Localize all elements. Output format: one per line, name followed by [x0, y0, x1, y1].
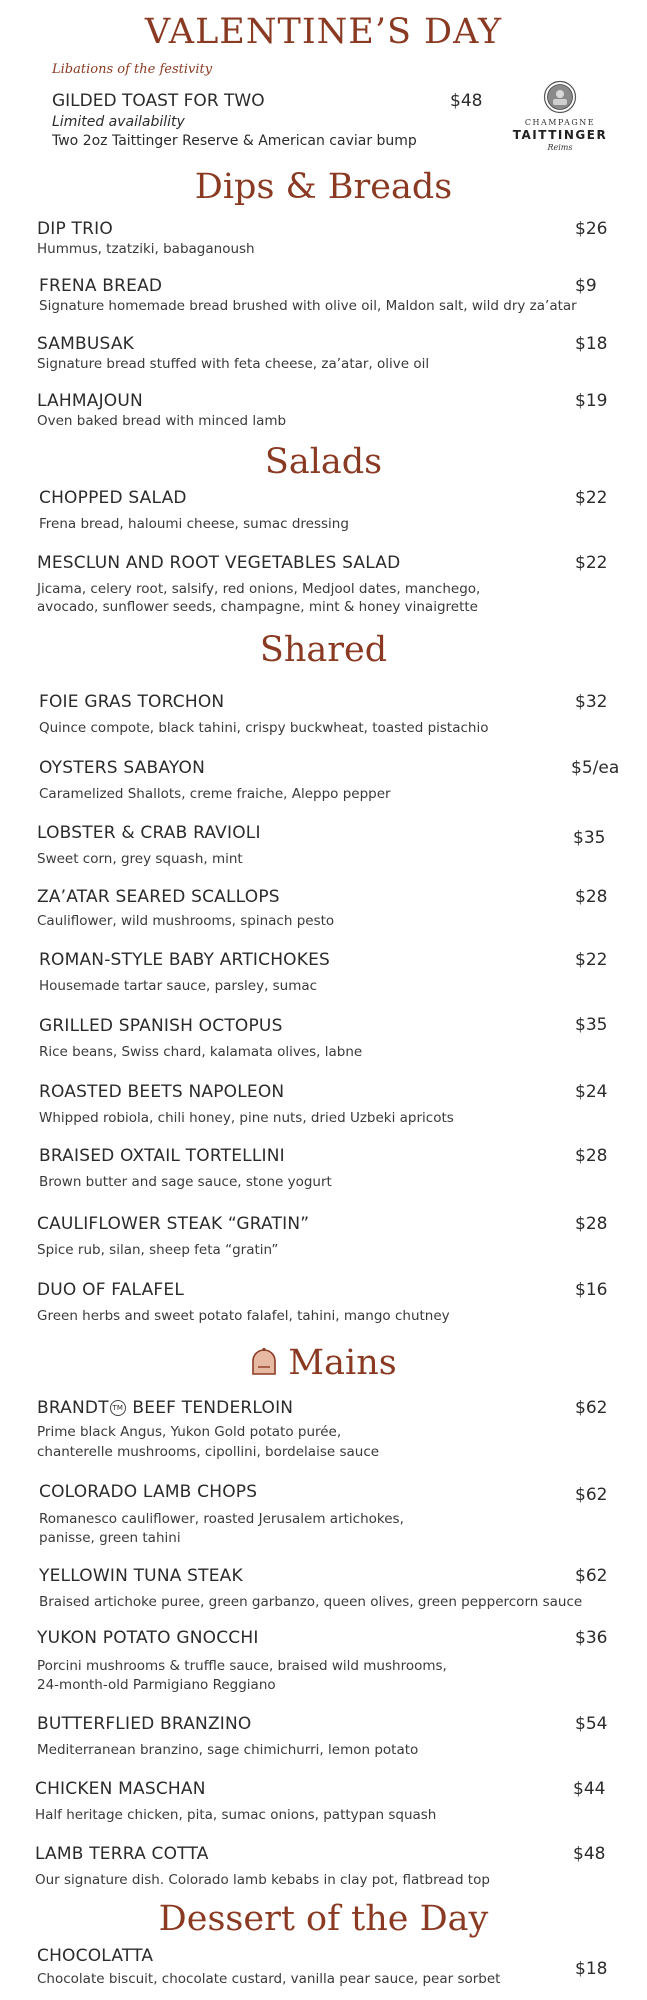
item-price: $19: [575, 391, 608, 411]
item-name: BRAISED OXTAIL TORTELLINI: [39, 1146, 285, 1166]
taittinger-seal-icon: [543, 80, 577, 114]
item-name: DUO OF FALAFEL: [37, 1280, 185, 1300]
item-name-part2: BEEF TENDERLOIN: [126, 1398, 294, 1418]
item-name: CHOCOLATTA: [37, 1946, 154, 1966]
item-description: Quince compote, black tahini, crispy buckwheat, toasted pistachio: [39, 720, 489, 736]
item-price: $22: [575, 950, 608, 970]
item-price: $22: [575, 488, 608, 508]
item-price: $9: [575, 276, 597, 296]
item-description: Signature homemade bread brushed with olive oil, Maldon salt, wild dry za’atar: [39, 298, 577, 314]
item-description: Caramelized Shallots, creme fraiche, Aleppo pepper: [39, 786, 391, 802]
item-name: BUTTERFLIED BRANZINO: [37, 1714, 252, 1734]
item-description: Porcini mushrooms & truffle sauce, braised wild mushrooms,: [37, 1658, 447, 1674]
item-name: YUKON POTATO GNOCCHI: [37, 1628, 259, 1648]
item-price: $36: [575, 1628, 608, 1648]
item-price: $24: [575, 1082, 608, 1102]
item-price: $35: [573, 828, 606, 848]
item-name: LAMB TERRA COTTA: [35, 1844, 209, 1864]
item-price: $62: [575, 1566, 608, 1586]
item-description: Mediterranean branzino, sage chimichurri, lemon potato: [37, 1742, 419, 1758]
item-description: Sweet corn, grey squash, mint: [37, 851, 243, 867]
item-description-line2: panisse, green tahini: [39, 1530, 181, 1546]
item-price: $22: [575, 553, 608, 573]
item-description: Spice rub, silan, sheep feta “gratin”: [37, 1242, 279, 1258]
taittinger-logo: [500, 80, 620, 152]
item-name: ZA’ATAR SEARED SCALLOPS: [37, 887, 280, 907]
item-name: CAULIFLOWER STEAK “GRATIN”: [37, 1214, 310, 1234]
section-heading-mains: [0, 1341, 647, 1385]
item-description: Braised artichoke puree, green garbanzo, queen olives, green peppercorn sauce: [39, 1594, 583, 1610]
item-price: $18: [575, 1959, 608, 1979]
item-price: $62: [575, 1485, 608, 1505]
mains-heading-text: Mains: [288, 1343, 397, 1383]
item-price: $48: [573, 1844, 606, 1864]
cloche-icon: [250, 1347, 278, 1377]
item-name: COLORADO LAMB CHOPS: [39, 1482, 258, 1502]
item-description: Hummus, tzatziki, babaganoush: [37, 241, 255, 257]
item-name: FRENA BREAD: [39, 276, 163, 296]
item-name: LOBSTER & CRAB RAVIOLI: [37, 823, 261, 843]
gilded-toast-description: Two 2oz Taittinger Reserve & American caviar bump: [52, 133, 417, 149]
item-price: $28: [575, 1214, 608, 1234]
item-price: $32: [575, 692, 608, 712]
item-name: [37, 1398, 293, 1418]
item-description: Frena bread, haloumi cheese, sumac dressing: [39, 516, 349, 532]
logo-brand-name: TAITTINGER: [512, 128, 608, 142]
page-title: VALENTINE’S DAY: [144, 12, 503, 52]
section-heading-dips: Dips & Breads: [194, 167, 453, 207]
item-description: Half heritage chicken, pita, sumac onions, pattypan squash: [35, 1807, 437, 1823]
item-description: Oven baked bread with minced lamb: [37, 413, 287, 429]
item-name: SAMBUSAK: [37, 334, 134, 354]
item-price: $5/ea: [571, 758, 620, 778]
item-price: $35: [575, 1015, 608, 1035]
item-price: $16: [575, 1280, 608, 1300]
item-name: DIP TRIO: [37, 219, 113, 239]
item-description: Rice beans, Swiss chard, kalamata olives, labne: [39, 1044, 363, 1060]
item-price: $44: [573, 1779, 606, 1799]
item-description: Romanesco cauliflower, roasted Jerusalem artichokes,: [39, 1511, 404, 1527]
item-price: $28: [575, 1146, 608, 1166]
item-description: Our signature dish. Colorado lamb kebabs in clay pot, flatbread top: [35, 1872, 490, 1888]
item-name: CHICKEN MASCHAN: [35, 1779, 206, 1799]
item-description-line2: chanterelle mushrooms, cipollini, bordelaise sauce: [37, 1444, 380, 1460]
item-name: YELLOWIN TUNA STEAK: [39, 1566, 243, 1586]
item-name: ROMAN-STYLE BABY ARTICHOKES: [39, 950, 331, 970]
item-name: MESCLUN AND ROOT VEGETABLES SALAD: [37, 553, 401, 573]
item-price: $62: [575, 1398, 608, 1418]
item-price: $54: [575, 1714, 608, 1734]
item-price: $26: [575, 219, 608, 239]
item-description: Jicama, celery root, salsify, red onions, Medjool dates, manchego,: [37, 581, 481, 597]
item-name: OYSTERS SABAYON: [39, 758, 206, 778]
section-heading-salads: Salads: [264, 442, 383, 482]
item-name: ROASTED BEETS NAPOLEON: [39, 1082, 285, 1102]
libations-subtitle: Libations of the festivity: [52, 62, 213, 77]
item-name-part1: BRANDT: [37, 1398, 109, 1418]
item-name: GRILLED SPANISH OCTOPUS: [39, 1016, 283, 1036]
item-description: Brown butter and sage sauce, stone yogurt: [39, 1174, 332, 1190]
logo-city: Reims: [547, 143, 573, 152]
item-price: $18: [575, 334, 608, 354]
item-description: Green herbs and sweet potato falafel, tahini, mango chutney: [37, 1308, 450, 1324]
item-name: FOIE GRAS TORCHON: [39, 692, 225, 712]
item-description: Housemade tartar sauce, parsley, sumac: [39, 978, 318, 994]
item-description-line2: 24-month-old Parmigiano Reggiano: [37, 1677, 276, 1693]
gilded-toast-availability: Limited availability: [52, 114, 185, 130]
section-heading-shared: Shared: [259, 630, 388, 670]
item-description: Chocolate biscuit, chocolate custard, vanilla pear sauce, pear sorbet: [37, 1971, 501, 1987]
gilded-toast-price: $48: [450, 91, 483, 111]
item-name: CHOPPED SALAD: [39, 488, 187, 508]
item-price: $28: [575, 887, 608, 907]
item-description: Cauliflower, wild mushrooms, spinach pesto: [37, 913, 335, 929]
gilded-toast-name: GILDED TOAST FOR TWO: [52, 91, 265, 111]
item-description: Prime black Angus, Yukon Gold potato purée,: [37, 1424, 342, 1440]
item-description: Whipped robiola, chili honey, pine nuts, dried Uzbeki apricots: [39, 1110, 454, 1126]
item-description: Signature bread stuffed with feta cheese, za’atar, olive oil: [37, 356, 430, 372]
item-name: LAHMAJOUN: [37, 391, 143, 411]
section-heading-dessert: Dessert of the Day: [158, 1899, 489, 1939]
trademark-badge: TM: [110, 1400, 126, 1416]
logo-champagne-text: CHAMPAGNE: [524, 118, 596, 127]
item-description-line2: avocado, sunflower seeds, champagne, mint & honey vinaigrette: [37, 599, 478, 615]
